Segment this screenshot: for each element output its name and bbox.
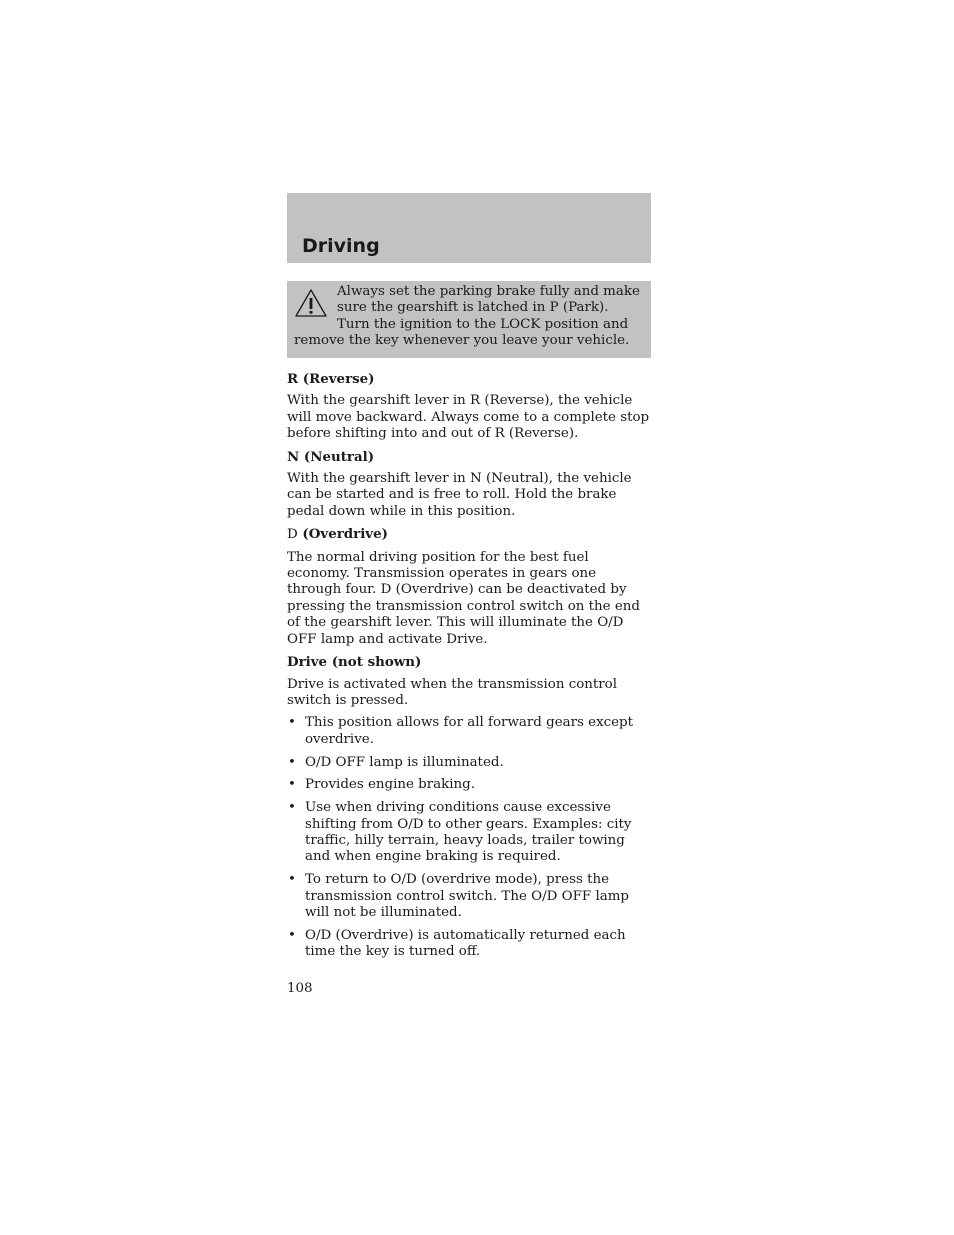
- page-number: 108: [287, 981, 313, 996]
- heading-overdrive: [287, 526, 651, 543]
- drive-bullet-list: [287, 715, 651, 960]
- content-body: [287, 371, 651, 967]
- list-item: • Use when driving conditions cause excessive shifting from O/D to other gears. Examples: city traffic, hilly terrain, heavy loads, trailer towing and when engine braking is required.: [288, 800, 632, 865]
- section-header-band: [287, 193, 651, 263]
- warning-text: Always set the parking brake fully and make sure the gearshift is latched in P (Park). Turn the ignition to the LOCK position and remove the key whenever you leave your vehicle.: [294, 284, 640, 349]
- list-item: • Provides engine braking.: [288, 777, 475, 793]
- section-title: Driving: [302, 235, 380, 257]
- bullet-marker: •: [288, 754, 296, 770]
- bullet-marker: •: [288, 777, 296, 793]
- heading-neutral: N (Neutral): [287, 448, 375, 465]
- bullet-marker: •: [288, 927, 296, 943]
- heading-overdrive-prefix: D: [287, 527, 298, 543]
- paragraph-overdrive: The normal driving position for the best fuel economy. Transmission operates in gears one through four. D (Overdrive) can be deactivated by pressing the transmission control switch on the end of the gearshift lever. This will illuminate the O/D OFF lamp and activate Drive.: [287, 549, 640, 647]
- list-item: • To return to O/D (overdrive mode), press the transmission control switch. The O/D OFF lamp will not be illuminated.: [288, 872, 629, 920]
- heading-drive: Drive (not shown): [287, 654, 422, 671]
- bullet-marker: •: [288, 715, 296, 731]
- heading-reverse: R (Reverse): [287, 371, 375, 387]
- heading-overdrive-label: (Overdrive): [302, 526, 388, 543]
- list-item: • O/D OFF lamp is illuminated.: [288, 754, 504, 770]
- list-item: • O/D (Overdrive) is automatically returned each time the key is turned off.: [288, 927, 626, 960]
- bullet-marker: •: [288, 800, 296, 816]
- warning-box: [287, 281, 651, 358]
- paragraph-neutral: With the gearshift lever in N (Neutral), the vehicle can be started and is free to roll. Hold the brake pedal down while in this position.: [287, 471, 632, 519]
- paragraph-drive: Drive is activated when the transmission control switch is pressed.: [287, 676, 618, 708]
- warning-triangle-icon: [294, 288, 328, 318]
- paragraph-reverse: With the gearshift lever in R (Reverse), the vehicle will move backward. Always come to a complete stop before shifting into and out of R (Reverse).: [287, 393, 650, 442]
- list-item: • This position allows for all forward gears except overdrive.: [288, 715, 633, 747]
- bullet-marker: •: [288, 872, 296, 888]
